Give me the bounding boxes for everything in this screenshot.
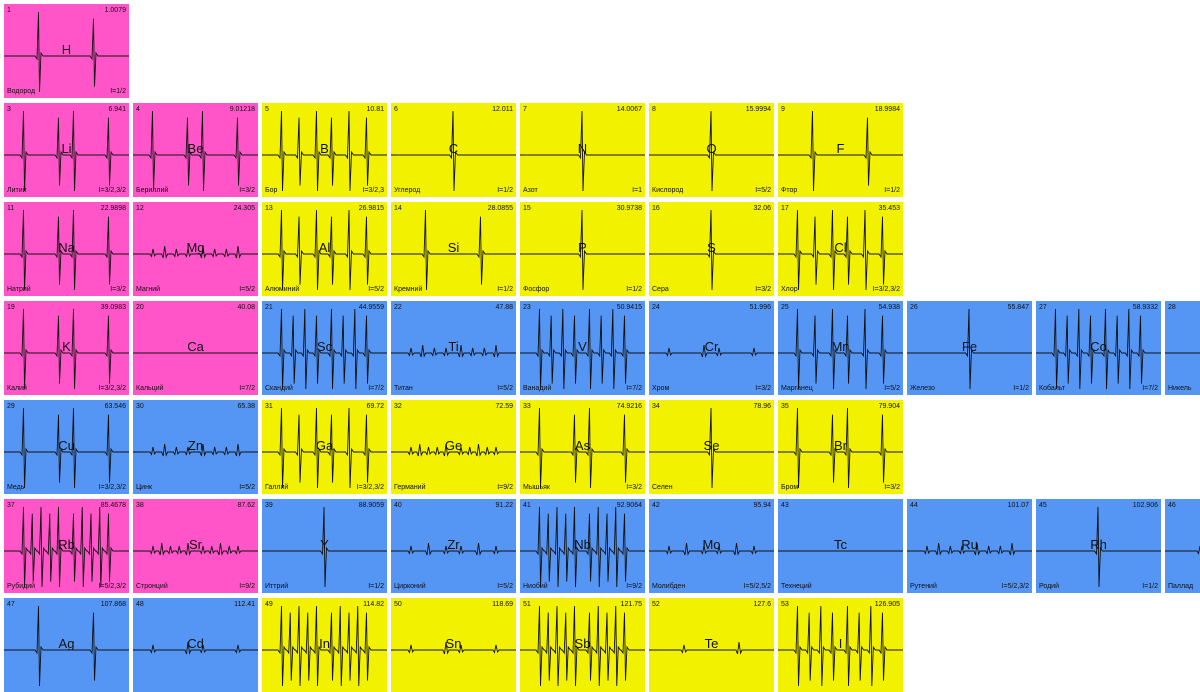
element-name: Кобальт bbox=[1039, 385, 1066, 392]
element-name: Марганец bbox=[781, 385, 813, 392]
element-name: Углерод bbox=[394, 187, 421, 194]
element-symbol: Li bbox=[61, 141, 72, 156]
nuclear-spin: I=1/2 bbox=[1013, 385, 1029, 392]
element-cell[interactable] bbox=[778, 400, 903, 494]
atomic-mass: 9.01218 bbox=[229, 106, 255, 113]
atomic-mass: 15.9994 bbox=[745, 106, 771, 113]
element-cell[interactable] bbox=[778, 202, 903, 296]
element-name: Цирконий bbox=[394, 583, 426, 590]
atomic-number: 49 bbox=[265, 601, 273, 608]
atomic-number: 28 bbox=[1168, 304, 1176, 311]
element-cell[interactable] bbox=[649, 202, 774, 296]
atomic-mass: 85.4678 bbox=[100, 502, 126, 509]
element-cell[interactable] bbox=[133, 400, 258, 494]
element-cell[interactable] bbox=[391, 301, 516, 395]
atomic-number: 13 bbox=[265, 205, 273, 212]
atomic-number: 17 bbox=[781, 205, 789, 212]
atomic-mass: 87.62 bbox=[237, 502, 255, 509]
element-symbol: C bbox=[448, 141, 459, 156]
element-name: Сера bbox=[652, 286, 669, 293]
element-name: Медь bbox=[7, 484, 25, 491]
element-symbol: Na bbox=[58, 240, 75, 255]
element-name: Титан bbox=[394, 385, 413, 392]
atomic-number: 38 bbox=[136, 502, 144, 509]
element-cell[interactable] bbox=[649, 598, 774, 692]
element-name: Алюминий bbox=[265, 286, 300, 293]
element-symbol: Fe bbox=[961, 339, 978, 354]
element-cell[interactable] bbox=[907, 301, 1032, 395]
element-symbol: Mo bbox=[702, 537, 721, 552]
atomic-mass: 24.305 bbox=[233, 205, 255, 212]
element-symbol: Zn bbox=[187, 438, 204, 453]
atomic-number: 26 bbox=[910, 304, 918, 311]
element-cell[interactable] bbox=[520, 301, 645, 395]
atomic-mass: 35.453 bbox=[878, 205, 900, 212]
element-name: Иттрий bbox=[265, 583, 289, 590]
atomic-number: 21 bbox=[265, 304, 273, 311]
element-symbol: V bbox=[578, 339, 587, 354]
element-symbol: B bbox=[320, 141, 329, 156]
atomic-mass: 112.41 bbox=[234, 601, 255, 608]
nuclear-spin: I=3/2,3/2 bbox=[356, 484, 384, 491]
atomic-mass: 126.905 bbox=[874, 601, 900, 608]
atomic-mass: 39.0983 bbox=[100, 304, 126, 311]
atomic-mass: 14.0067 bbox=[616, 106, 642, 113]
element-cell[interactable] bbox=[133, 202, 258, 296]
atomic-number: 16 bbox=[652, 205, 660, 212]
element-name: Кремний bbox=[394, 286, 423, 293]
nuclear-spin: I=1/2 bbox=[497, 187, 513, 194]
nuclear-spin: I=7/2 bbox=[626, 385, 642, 392]
atomic-mass: 6.941 bbox=[108, 106, 126, 113]
atomic-number: 45 bbox=[1039, 502, 1047, 509]
atomic-number: 30 bbox=[136, 403, 144, 410]
element-cell[interactable] bbox=[778, 499, 903, 593]
element-symbol: Nb bbox=[574, 537, 591, 552]
atomic-number: 3 bbox=[7, 106, 11, 113]
nuclear-spin: I=3/2 bbox=[110, 286, 126, 293]
atomic-number: 4 bbox=[136, 106, 140, 113]
nuclear-spin: I=9/2 bbox=[239, 583, 255, 590]
element-cell[interactable] bbox=[520, 202, 645, 296]
element-cell[interactable] bbox=[1036, 301, 1161, 395]
atomic-mass: 30.9738 bbox=[616, 205, 642, 212]
nuclear-spin: I=5/2 bbox=[239, 286, 255, 293]
nuclear-spin: I=5/2 bbox=[884, 385, 900, 392]
element-cell[interactable] bbox=[4, 103, 129, 197]
element-symbol: Be bbox=[187, 141, 204, 156]
atomic-number: 53 bbox=[781, 601, 789, 608]
element-cell[interactable] bbox=[262, 400, 387, 494]
element-symbol: Ca bbox=[187, 339, 204, 354]
element-name: Родий bbox=[1039, 583, 1060, 590]
nuclear-spin: I=7/2 bbox=[368, 385, 384, 392]
element-symbol: Sc bbox=[316, 339, 333, 354]
atomic-number: 23 bbox=[523, 304, 531, 311]
element-name: Бром bbox=[781, 484, 799, 491]
nuclear-spin: I=7/2 bbox=[1142, 385, 1158, 392]
nuclear-spin: I=7/2 bbox=[239, 385, 255, 392]
element-cell[interactable] bbox=[649, 400, 774, 494]
atomic-number: 8 bbox=[652, 106, 656, 113]
nuclear-spin: I=5/2,3/2 bbox=[1001, 583, 1029, 590]
atomic-mass: 63.546 bbox=[104, 403, 126, 410]
element-symbol: Cd bbox=[187, 636, 204, 651]
atomic-mass: 127.6 bbox=[753, 601, 771, 608]
element-symbol: Sn bbox=[445, 636, 462, 651]
nmr-spectrum-trace bbox=[1165, 499, 1200, 593]
atomic-mass: 121.75 bbox=[620, 601, 642, 608]
element-name: Ниобий bbox=[523, 583, 548, 590]
element-symbol: Zr bbox=[447, 537, 460, 552]
nuclear-spin: I=1/2 bbox=[110, 88, 126, 95]
element-symbol: Sb bbox=[574, 636, 591, 651]
atomic-number: 34 bbox=[652, 403, 660, 410]
atomic-mass: 32.06 bbox=[753, 205, 771, 212]
atomic-mass: 50.9415 bbox=[616, 304, 642, 311]
nuclear-spin: I=1/2 bbox=[626, 286, 642, 293]
element-symbol: H bbox=[61, 42, 72, 57]
element-name: Кислород bbox=[652, 187, 684, 194]
element-name: Хлор bbox=[781, 286, 798, 293]
element-symbol: I bbox=[838, 636, 843, 651]
element-name: Бор bbox=[265, 187, 278, 194]
spectrum-line bbox=[1165, 543, 1200, 555]
element-cell[interactable] bbox=[1036, 499, 1161, 593]
element-cell[interactable] bbox=[391, 598, 516, 692]
element-symbol: Cu bbox=[58, 438, 75, 453]
element-cell[interactable] bbox=[649, 499, 774, 593]
element-cell[interactable] bbox=[4, 4, 129, 98]
element-cell[interactable] bbox=[520, 400, 645, 494]
element-cell[interactable] bbox=[778, 301, 903, 395]
atomic-mass: 74.9216 bbox=[616, 403, 642, 410]
atomic-mass: 88.9059 bbox=[358, 502, 384, 509]
atomic-mass: 72.59 bbox=[495, 403, 513, 410]
element-name: Фосфор bbox=[523, 286, 550, 293]
atomic-number: 33 bbox=[523, 403, 531, 410]
element-symbol: Rb bbox=[58, 537, 75, 552]
atomic-number: 5 bbox=[265, 106, 269, 113]
element-symbol: K bbox=[62, 339, 71, 354]
atomic-number: 51 bbox=[523, 601, 531, 608]
atomic-mass: 91.22 bbox=[495, 502, 513, 509]
element-name: Цинк bbox=[136, 484, 153, 491]
atomic-mass: 1.0079 bbox=[104, 7, 126, 14]
nuclear-spin: I=3/2,3/2 bbox=[98, 484, 126, 491]
nuclear-spin: I=3/2,3/2 bbox=[98, 187, 126, 194]
nmr-spectrum-trace bbox=[1165, 301, 1200, 395]
element-symbol: O bbox=[706, 141, 717, 156]
nuclear-spin: I=3/2,3/2 bbox=[98, 385, 126, 392]
nuclear-spin: I=1/2 bbox=[368, 583, 384, 590]
atomic-mass: 92.9064 bbox=[616, 502, 642, 509]
nuclear-spin: I=5/2 bbox=[239, 484, 255, 491]
element-symbol: Co bbox=[1090, 339, 1107, 354]
atomic-number: 40 bbox=[394, 502, 402, 509]
element-symbol: Ga bbox=[315, 438, 334, 453]
element-name: Натрий bbox=[7, 286, 31, 293]
atomic-number: 46 bbox=[1168, 502, 1176, 509]
nuclear-spin: I=5/2,5/2 bbox=[743, 583, 771, 590]
element-cell[interactable] bbox=[4, 400, 129, 494]
atomic-mass: 65.38 bbox=[237, 403, 255, 410]
element-symbol: In bbox=[319, 636, 330, 651]
atomic-number: 20 bbox=[136, 304, 144, 311]
atomic-number: 24 bbox=[652, 304, 660, 311]
element-name: Калий bbox=[7, 385, 27, 392]
nuclear-spin: I=9/2 bbox=[626, 583, 642, 590]
element-name: Галлий bbox=[265, 484, 289, 491]
element-symbol: P bbox=[578, 240, 587, 255]
element-name: Фтор bbox=[781, 187, 798, 194]
atomic-number: 48 bbox=[136, 601, 144, 608]
element-cell[interactable] bbox=[1165, 499, 1200, 593]
atomic-mass: 28.0855 bbox=[487, 205, 513, 212]
element-cell[interactable] bbox=[778, 103, 903, 197]
atomic-mass: 40.08 bbox=[237, 304, 255, 311]
atomic-number: 15 bbox=[523, 205, 531, 212]
atomic-number: 35 bbox=[781, 403, 789, 410]
element-symbol: Mn bbox=[831, 339, 850, 354]
atomic-number: 31 bbox=[265, 403, 273, 410]
atomic-mass: 102.906 bbox=[1132, 502, 1158, 509]
atomic-mass: 12.011 bbox=[492, 106, 513, 113]
atomic-mass: 44.9559 bbox=[358, 304, 384, 311]
atomic-number: 42 bbox=[652, 502, 660, 509]
atomic-mass: 101.07 bbox=[1007, 502, 1029, 509]
element-cell[interactable] bbox=[649, 301, 774, 395]
nuclear-spin: I=1/2 bbox=[1142, 583, 1158, 590]
element-symbol: Br bbox=[834, 438, 847, 453]
nuclear-spin: I=3/2 bbox=[755, 286, 771, 293]
atomic-mass: 69.72 bbox=[366, 403, 384, 410]
element-cell[interactable] bbox=[520, 499, 645, 593]
nuclear-spin: I=5/2 bbox=[497, 385, 513, 392]
element-cell[interactable] bbox=[520, 598, 645, 692]
element-cell[interactable] bbox=[778, 598, 903, 692]
element-cell[interactable] bbox=[262, 202, 387, 296]
element-name: Мышьяк bbox=[523, 484, 550, 491]
nuclear-spin: I=9/2 bbox=[497, 484, 513, 491]
nuclear-spin: I=3/2,3/2 bbox=[872, 286, 900, 293]
element-cell[interactable] bbox=[133, 103, 258, 197]
atomic-number: 50 bbox=[394, 601, 402, 608]
element-symbol: As bbox=[574, 438, 591, 453]
atomic-mass: 51.996 bbox=[749, 304, 771, 311]
element-cell[interactable] bbox=[1165, 301, 1200, 395]
atomic-mass: 47.88 bbox=[495, 304, 513, 311]
nuclear-spin: I=5/2,3/2 bbox=[98, 583, 126, 590]
element-symbol: Ge bbox=[444, 438, 463, 453]
element-symbol: Ti bbox=[448, 339, 459, 354]
atomic-mass: 118.69 bbox=[492, 601, 513, 608]
element-cell[interactable] bbox=[262, 103, 387, 197]
element-cell[interactable] bbox=[262, 301, 387, 395]
element-cell[interactable] bbox=[4, 301, 129, 395]
element-symbol: Y bbox=[320, 537, 329, 552]
atomic-number: 14 bbox=[394, 205, 402, 212]
element-cell[interactable] bbox=[133, 598, 258, 692]
atomic-number: 43 bbox=[781, 502, 789, 509]
element-symbol: Tc bbox=[834, 537, 847, 552]
nuclear-spin: I=3/2 bbox=[626, 484, 642, 491]
element-symbol: Ru bbox=[961, 537, 978, 552]
nuclear-spin: I=1/2 bbox=[884, 187, 900, 194]
atomic-number: 47 bbox=[7, 601, 15, 608]
atomic-number: 27 bbox=[1039, 304, 1047, 311]
element-symbol: N bbox=[577, 141, 588, 156]
element-name: Рубидий bbox=[7, 583, 36, 590]
atomic-number: 37 bbox=[7, 502, 15, 509]
element-name: Никель bbox=[1168, 385, 1192, 392]
atomic-number: 1 bbox=[7, 7, 11, 14]
element-cell[interactable] bbox=[391, 499, 516, 593]
element-cell[interactable] bbox=[649, 103, 774, 197]
element-cell[interactable] bbox=[133, 499, 258, 593]
element-cell[interactable] bbox=[391, 103, 516, 197]
atomic-mass: 79.904 bbox=[878, 403, 900, 410]
element-name: Рутений bbox=[910, 583, 937, 590]
nuclear-spin: I=5/2 bbox=[497, 583, 513, 590]
nuclear-spin: I=5/2 bbox=[368, 286, 384, 293]
element-symbol: S bbox=[707, 240, 716, 255]
element-name: Германий bbox=[394, 484, 426, 491]
element-symbol: Se bbox=[703, 438, 720, 453]
element-cell[interactable] bbox=[391, 400, 516, 494]
atomic-mass: 10.81 bbox=[366, 106, 384, 113]
element-name: Бериллий bbox=[136, 187, 169, 194]
atomic-mass: 55.847 bbox=[1007, 304, 1029, 311]
atomic-number: 19 bbox=[7, 304, 15, 311]
element-symbol: Si bbox=[447, 240, 460, 255]
atomic-mass: 78.96 bbox=[753, 403, 771, 410]
atomic-number: 9 bbox=[781, 106, 785, 113]
atomic-number: 52 bbox=[652, 601, 660, 608]
atomic-mass: 114.82 bbox=[363, 601, 384, 608]
atomic-mass: 54.938 bbox=[878, 304, 900, 311]
atomic-mass: 26.9815 bbox=[358, 205, 384, 212]
element-name: Железо bbox=[910, 385, 935, 392]
atomic-number: 44 bbox=[910, 502, 918, 509]
element-name: Водород bbox=[7, 88, 36, 95]
atomic-mass: 58.9332 bbox=[1132, 304, 1158, 311]
element-cell[interactable] bbox=[4, 598, 129, 692]
element-name: Азот bbox=[523, 187, 538, 194]
element-symbol: Rh bbox=[1090, 537, 1107, 552]
nuclear-spin: I=3/2 bbox=[239, 187, 255, 194]
element-symbol: F bbox=[836, 141, 845, 156]
element-cell[interactable] bbox=[133, 301, 258, 395]
element-name: Стронций bbox=[136, 583, 168, 590]
element-cell[interactable] bbox=[262, 598, 387, 692]
atomic-number: 22 bbox=[394, 304, 402, 311]
atomic-mass: 22.9898 bbox=[100, 205, 126, 212]
element-symbol: Al bbox=[318, 240, 331, 255]
atomic-number: 29 bbox=[7, 403, 15, 410]
nuclear-spin: I=3/2 bbox=[755, 385, 771, 392]
element-symbol: Cl bbox=[834, 240, 847, 255]
element-symbol: Mg bbox=[186, 240, 205, 255]
element-symbol: Cr bbox=[704, 339, 719, 354]
atomic-number: 11 bbox=[7, 205, 15, 212]
element-cell[interactable] bbox=[262, 499, 387, 593]
element-name: Литий bbox=[7, 187, 27, 194]
element-name: Паллад bbox=[1168, 583, 1194, 590]
nuclear-spin: I=3/2 bbox=[884, 484, 900, 491]
nuclear-spin: I=1 bbox=[632, 187, 642, 194]
element-symbol: Te bbox=[704, 636, 719, 651]
atomic-mass: 107.868 bbox=[100, 601, 126, 608]
atomic-number: 6 bbox=[394, 106, 398, 113]
element-cell[interactable] bbox=[4, 499, 129, 593]
element-cell[interactable] bbox=[391, 202, 516, 296]
element-name: Молибден bbox=[652, 583, 686, 590]
element-symbol: Sr bbox=[189, 537, 202, 552]
nuclear-spin: I=1/2 bbox=[497, 286, 513, 293]
element-name: Магний bbox=[136, 286, 161, 293]
atomic-number: 39 bbox=[265, 502, 273, 509]
atomic-mass: 18.9984 bbox=[874, 106, 900, 113]
element-name: Хром bbox=[652, 385, 670, 392]
element-cell[interactable] bbox=[907, 499, 1032, 593]
atomic-number: 25 bbox=[781, 304, 789, 311]
element-name: Технеций bbox=[781, 583, 812, 590]
atomic-mass: 95.94 bbox=[753, 502, 771, 509]
element-name: Кальций bbox=[136, 385, 164, 392]
element-name: Селен bbox=[652, 484, 673, 491]
element-cell[interactable] bbox=[520, 103, 645, 197]
element-name: Ванадий bbox=[523, 385, 552, 392]
atomic-number: 32 bbox=[394, 403, 402, 410]
element-cell[interactable] bbox=[4, 202, 129, 296]
atomic-number: 12 bbox=[136, 205, 144, 212]
element-symbol: Ag bbox=[58, 636, 75, 651]
nuclear-spin: I=3/2,3 bbox=[362, 187, 384, 194]
nuclear-spin: I=5/2 bbox=[755, 187, 771, 194]
element-name: Скандий bbox=[265, 385, 293, 392]
atomic-number: 7 bbox=[523, 106, 527, 113]
atomic-number: 41 bbox=[523, 502, 531, 509]
